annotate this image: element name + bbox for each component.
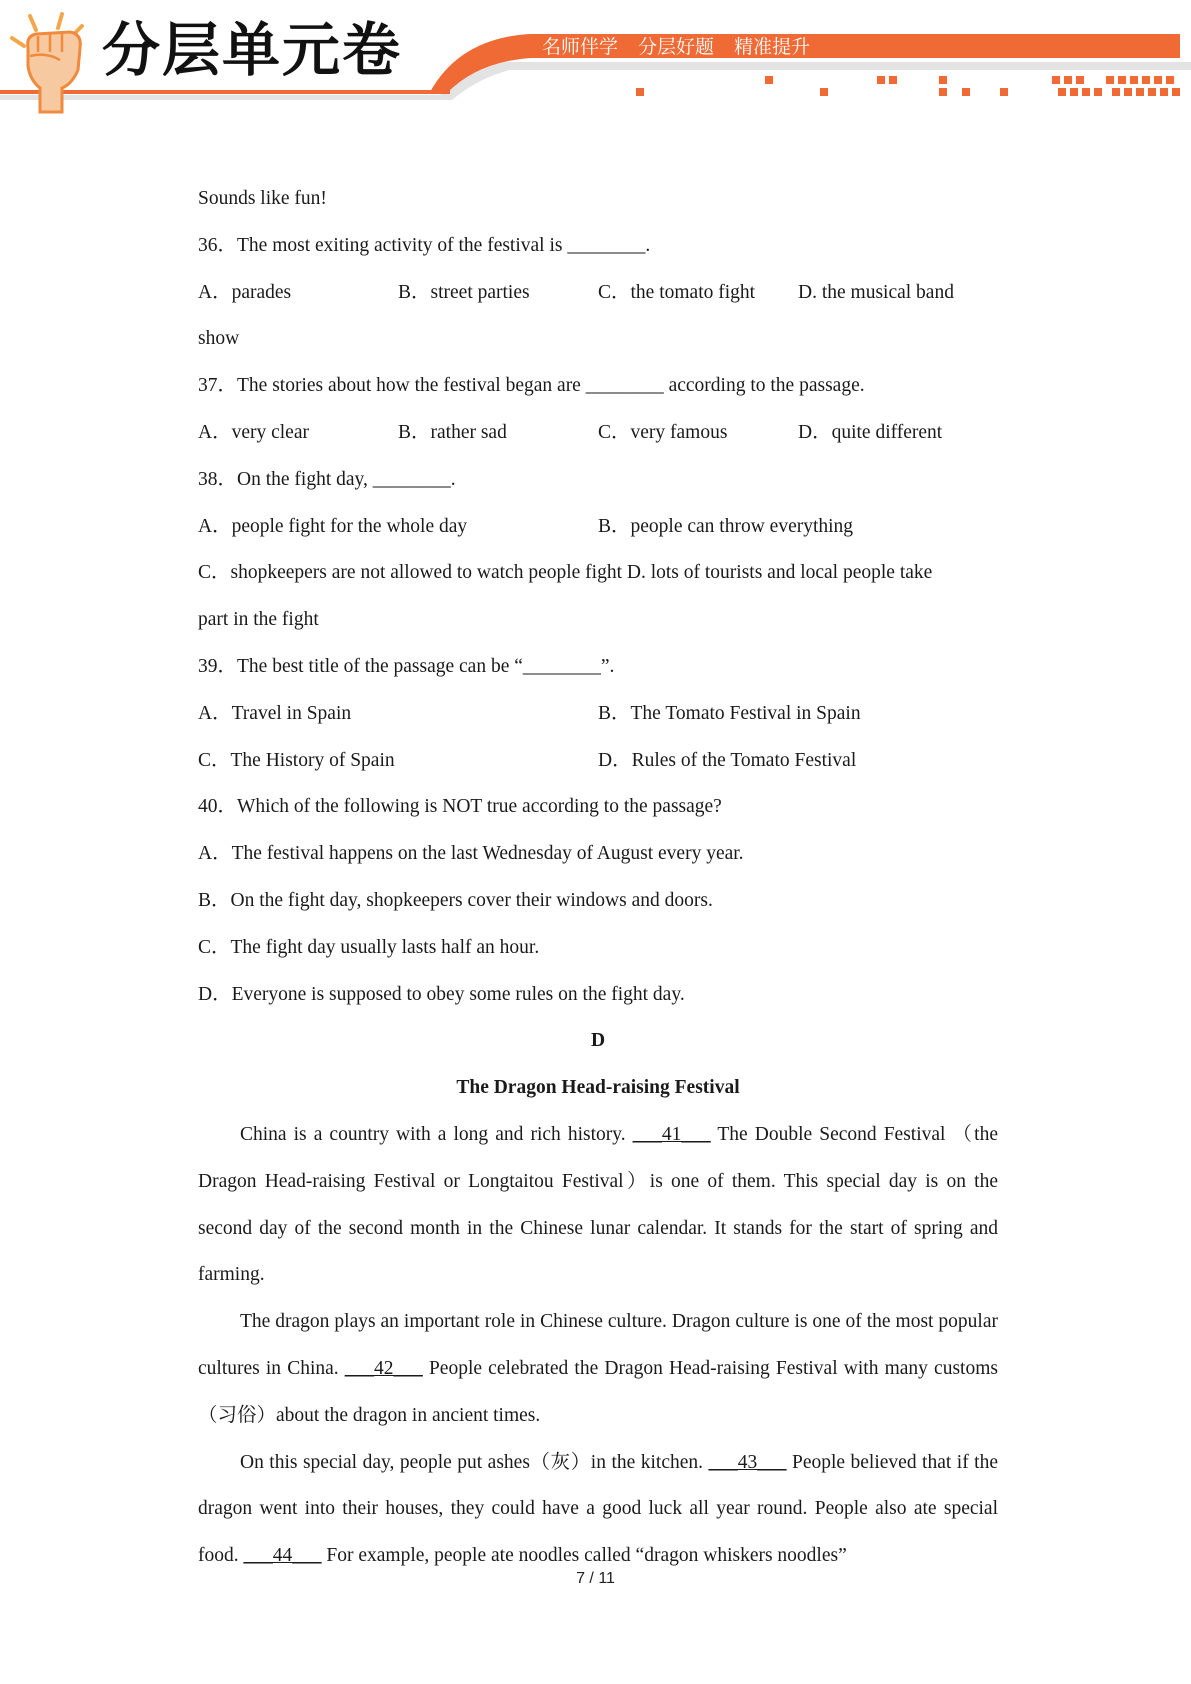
q36-options xyxy=(198,270,998,317)
q37-option-c: C．very famous xyxy=(598,421,728,443)
q36-option-d-continued: show xyxy=(198,328,240,350)
page-number: 7 / 11 xyxy=(576,1570,615,1587)
q36-option-c: C．the tomato fight xyxy=(598,281,756,303)
q37-stem: 37．The stories about how the festival began are ________ according to the passage. xyxy=(198,375,865,397)
paragraph-2-text-b: People celebrated the Dragon Head-raising Festival with many customs（习俗）about the dragon in ancient times. xyxy=(198,1357,998,1426)
paragraph-1-text-a: China is a country with a long and rich history. xyxy=(240,1123,633,1145)
q36-stem: 36．The most exiting activity of the festival is ________. xyxy=(198,234,651,256)
blank-42: ___42___ xyxy=(344,1357,423,1379)
q40-option-b: B．On the fight day, shopkeepers cover their windows and doors. xyxy=(198,889,713,911)
blank-43: ___43___ xyxy=(708,1451,787,1473)
intro-line: Sounds like fun! xyxy=(198,188,327,209)
q39-stem: 39．The best title of the passage can be “________”. xyxy=(198,655,615,677)
paragraph-2 xyxy=(198,1299,998,1439)
header-slogan: 名师伴学 分层好题 精准提升 xyxy=(542,36,811,58)
section-title: The Dragon Head-raising Festival xyxy=(456,1077,740,1099)
paragraph-3-text-a: On this special day, people put ashes（灰）in the kitchen. xyxy=(240,1451,709,1473)
blank-44: ___44___ xyxy=(243,1545,322,1567)
q39-options-ab xyxy=(198,691,998,738)
paragraph-1 xyxy=(198,1112,998,1299)
q36-option-a: A．parades xyxy=(198,281,292,303)
q38-options-cd: C．shopkeepers are not allowed to watch people fight D. lots of tourists and local people take xyxy=(198,562,933,584)
q39-option-d: D．Rules of the Tomato Festival xyxy=(598,749,857,771)
q37-option-a: A．very clear xyxy=(198,421,309,443)
q36-option-b: B．street parties xyxy=(398,281,530,303)
brand-title: 分层单元卷 xyxy=(102,16,403,84)
paragraph-2-text-a: The dragon plays an important role in Chinese culture. Dragon culture is one of the most popular cultures in China. xyxy=(198,1311,998,1379)
document-body xyxy=(198,176,998,1580)
q39-option-a: A．Travel in Spain xyxy=(198,702,352,724)
q40-option-a: A．The festival happens on the last Wednesday of August every year. xyxy=(198,843,744,865)
q37-options xyxy=(198,410,998,457)
q39-option-b: B．The Tomato Festival in Spain xyxy=(598,702,861,724)
q37-option-b: B．rather sad xyxy=(398,421,507,443)
q38-options-cd-continued: part in the fight xyxy=(198,609,319,631)
q38-option-a: A．people fight for the whole day xyxy=(198,515,468,537)
paragraph-1-text-b: The Double Second Festival （the Dragon Head-raising Festival or Longtaitou Festival）is one of them. This special day is on the second day of the second month in the Chinese lunar calendar. It stands for the start of spring and farming. xyxy=(198,1123,999,1286)
q38-options-ab xyxy=(198,504,998,551)
q36-option-d: D. the musical band xyxy=(798,281,954,303)
q39-option-c: C．The History of Spain xyxy=(198,749,395,771)
paragraph-3-text-c: For example, people ate noodles called “dragon whiskers noodles” xyxy=(321,1545,847,1567)
paragraph-3 xyxy=(198,1440,998,1580)
q40-option-c: C．The fight day usually lasts half an hour. xyxy=(198,936,540,958)
q40-stem: 40．Which of the following is NOT true according to the passage? xyxy=(198,796,722,818)
section-letter: D xyxy=(590,1030,606,1052)
q40-option-d: D．Everyone is supposed to obey some rules on the fight day. xyxy=(198,983,685,1005)
q38-stem: 38．On the fight day, ________. xyxy=(198,468,456,490)
q39-options-cd xyxy=(198,738,998,785)
q38-option-b: B．people can throw everything xyxy=(598,515,854,537)
blank-41: ___41___ xyxy=(632,1123,711,1145)
q37-option-d: D．quite different xyxy=(798,421,943,443)
paragraph-3-text-b: People believed that if the dragon went into their houses, they could have a good luck all year round. People also ate special food. xyxy=(198,1451,998,1567)
page-header xyxy=(0,0,1191,120)
